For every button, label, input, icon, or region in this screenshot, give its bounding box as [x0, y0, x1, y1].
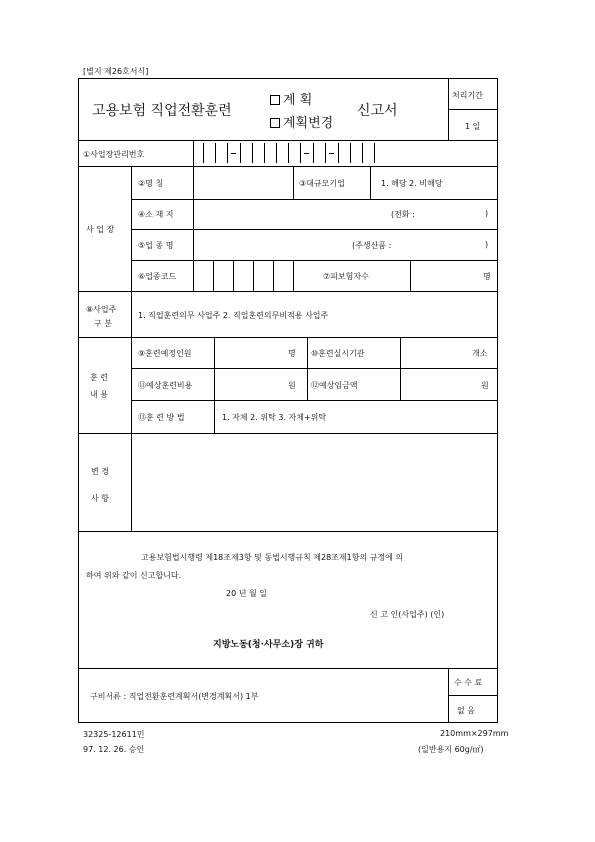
trainees-label: ⑨훈련예정인원: [138, 349, 192, 358]
changes-label-1: 변 경: [91, 467, 109, 476]
large-company-options[interactable]: 1. 해당 2. 비해당: [381, 179, 443, 188]
trainees-field[interactable]: [215, 338, 285, 367]
form-title-suffix: 신고서: [357, 103, 398, 119]
industry-code-field[interactable]: [193, 260, 293, 291]
option-plan[interactable]: [270, 89, 312, 108]
address-label: ④소 재 지: [138, 210, 174, 219]
form-number: [별지 제26호서식]: [83, 67, 149, 76]
cost-unit: 원: [288, 381, 296, 390]
phone-label: (전화 :: [391, 210, 415, 219]
wage-label: ⑫예상임금액: [311, 381, 358, 390]
main-product-label: (주생산품 :: [352, 241, 392, 250]
option-change-label: 계획변경: [283, 116, 334, 131]
declaration-date: 20 년 월 일: [226, 589, 267, 598]
company-name-label: ②명 칭: [138, 179, 164, 188]
industry-label: ⑤업 종 명: [138, 241, 174, 250]
form-title: 고용보험 직업전환훈련: [92, 103, 232, 119]
industry-field[interactable]: [194, 230, 339, 259]
employer-id-label: ①사업장관리번호: [83, 150, 145, 159]
processing-label: 처리기간: [452, 91, 483, 100]
changes-label-2: 사 항: [91, 494, 109, 503]
institutions-unit: 개소: [472, 349, 488, 358]
company-name-field[interactable]: [194, 167, 292, 198]
change-checkbox[interactable]: [270, 118, 280, 128]
insured-count-label: ⑦피보험자수: [323, 272, 369, 281]
paper-size: 210mm×297mm: [440, 729, 509, 738]
changes-field[interactable]: [132, 434, 497, 530]
attachments-text: 구비서류 : 직업전환훈련계획서(변경계획서) 1부: [90, 692, 259, 701]
declaration-recipient: 지방노동(청·사무소)장 귀하: [213, 640, 324, 650]
declaration-line-1: 고용보험법시행령 제18조제3항 및 동법시행규칙 제28조제1항의 규정에 의: [141, 553, 404, 562]
plan-checkbox[interactable]: [270, 95, 280, 105]
approval-date: 97. 12. 26. 승인: [83, 745, 145, 754]
declaration-signer: 신 고 인(사업주) (인): [370, 610, 445, 619]
processing-value: 1 일: [465, 122, 481, 131]
business-section-label: 사 업 장: [86, 225, 115, 234]
insured-count-field[interactable]: [411, 261, 481, 290]
paper-type: (일반용지 60g/㎡): [418, 745, 484, 754]
employer-type-options[interactable]: 1. 직업훈련의무 사업주 2. 직업훈련의무비적용 사업주: [138, 311, 329, 320]
training-section-label-1: 훈 련: [90, 373, 108, 382]
fee-label: 수 수 료: [454, 678, 483, 687]
fee-value: 없 음: [457, 706, 475, 715]
declaration-line-2: 하여 위와 같이 신고합니다.: [86, 571, 182, 580]
method-options[interactable]: 1. 자체 2. 위탁 3. 자체+위탁: [222, 413, 327, 422]
employer-type-label-2: 구 분: [94, 319, 112, 328]
large-company-label: ③대규모기업: [299, 179, 345, 188]
address-field[interactable]: [194, 200, 384, 228]
institutions-field[interactable]: [401, 338, 471, 367]
main-product-close: ): [485, 240, 489, 249]
cost-label: ⑪예상훈련비용: [138, 381, 193, 390]
trainees-unit: 명: [288, 349, 296, 358]
phone-close: ): [485, 209, 489, 218]
option-change[interactable]: [270, 112, 333, 131]
wage-field[interactable]: [401, 369, 476, 399]
employer-id-field[interactable]: [193, 140, 378, 166]
insured-count-unit: 명: [483, 272, 491, 281]
method-label: ⑬훈 련 방 법: [138, 413, 185, 422]
industry-code-label: ⑥업종코드: [138, 272, 177, 281]
training-section-label-2: 내 용: [90, 390, 108, 399]
wage-unit: 원: [481, 381, 489, 390]
employer-type-label-1: ⑧사업주: [86, 305, 117, 314]
option-plan-label: 계 획: [283, 93, 313, 108]
institutions-label: ⑩훈련실시기관: [311, 349, 365, 358]
cost-field[interactable]: [215, 369, 285, 399]
form-code: 32325-12611민: [83, 730, 145, 739]
